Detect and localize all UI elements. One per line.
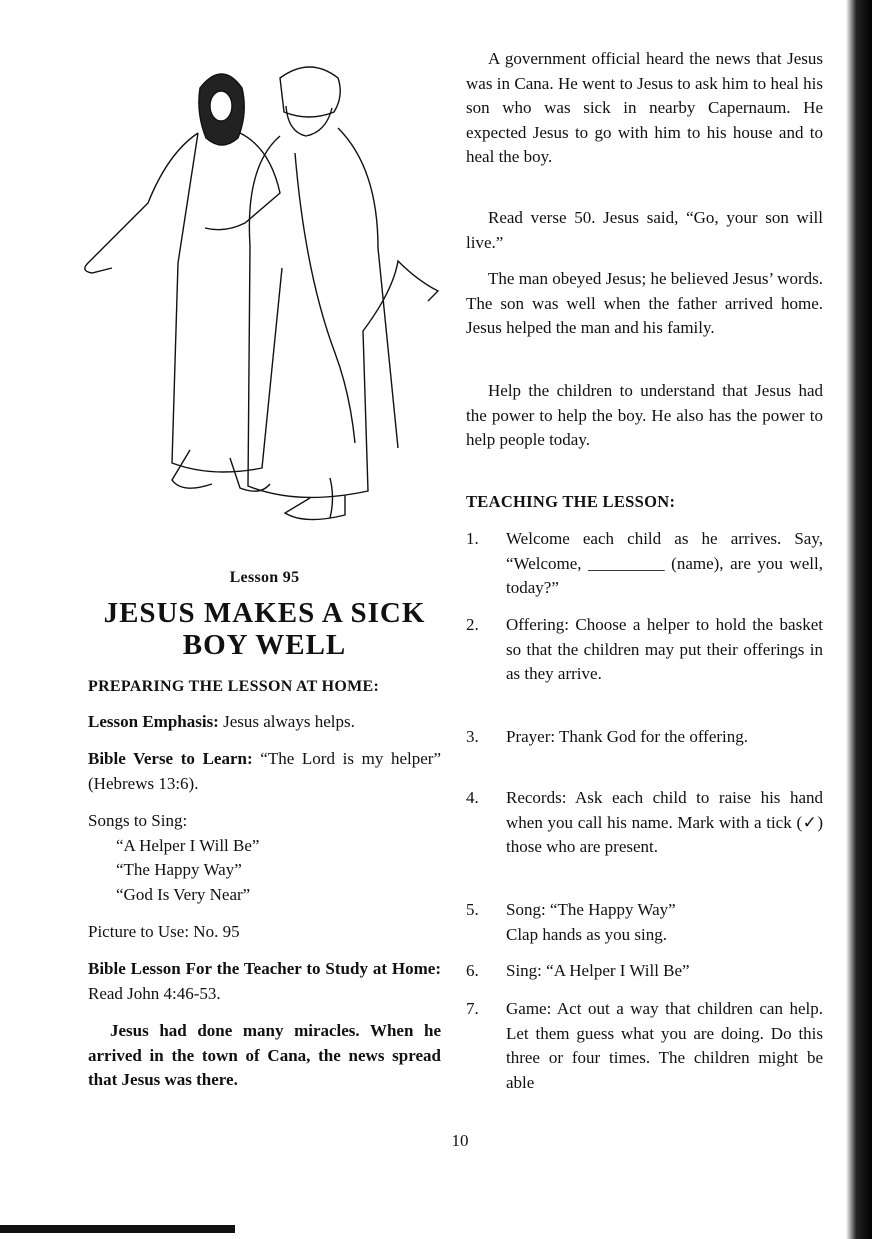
title-line-2: BOY WELL (182, 629, 347, 661)
emphasis-label: Lesson Emphasis: (88, 712, 219, 731)
step-text: Prayer: Thank God for the offering. (506, 727, 749, 746)
page-number: 10 (451, 1131, 469, 1150)
teaching-step (466, 786, 823, 860)
step-text: Welcome each child as he arrives. Say, “Welcome, _________ (name), are you well, today?” (506, 529, 823, 598)
title-line-1: JESUS MAKES A SICK (103, 597, 426, 629)
study-label: Bible Lesson For the Teacher to Study at Home: (88, 959, 441, 978)
scan-binding-edge (846, 0, 872, 1239)
picture-to-use: Picture to Use: No. 95 (88, 922, 240, 941)
story-paragraph: The man obeyed Jesus; he believed Jesus’ words. The son was well when the father arrived home. Jesus helped the man and his family. (466, 269, 823, 338)
story-paragraph: Help the children to understand that Jesus had the power to help the boy. He also has the power to help people today. (466, 381, 823, 450)
lesson-number: Lesson 95 (229, 569, 300, 586)
step-number: 7. (466, 999, 479, 1018)
teaching-step (466, 898, 823, 947)
song-item: “God Is Very Near” (116, 884, 251, 904)
story-paragraph: A government official heard the news that Jesus was in Cana. He went to Jesus to ask him to heal his son who was sick in nearby Capernaum. He expected Jesus to go with him to his house and to heal the boy. (466, 49, 823, 167)
story-paragraph: Read verse 50. Jesus said, “Go, your son will live.” (466, 208, 823, 252)
verse-text: “The Lord is my helper” (Hebrews 13:6). (88, 749, 441, 793)
step-text: Sing: “A Helper I Will Be” (506, 961, 690, 980)
step-text (506, 898, 823, 947)
intro-paragraph: Jesus had done many miracles. When he arrived in the town of Cana, the news spread that Jesus was there. (88, 1021, 441, 1090)
lesson-emphasis (88, 710, 441, 735)
verse-label: Bible Verse to Learn: (88, 749, 253, 768)
step-number: 3. (466, 727, 479, 746)
step-number: 4. (466, 788, 479, 807)
step-text: Game: Act out a way that children can help. Let them guess what you are doing. Do this three or four times. The children might be able (506, 999, 823, 1092)
step-number: 6. (466, 961, 479, 980)
teaching-step (466, 725, 823, 750)
teaching-step (466, 997, 823, 1095)
teaching-step (466, 613, 823, 687)
emphasis-text: Jesus always helps. (218, 712, 355, 731)
teaching-step (466, 959, 823, 984)
step-text: Offering: Choose a helper to hold the basket so that the children may put their offerings in as they arrive. (506, 615, 823, 684)
step-number: 1. (466, 529, 479, 548)
jesus-and-official-illustration (80, 58, 445, 533)
step-text-line: Song: “The Happy Way” (506, 900, 676, 919)
step-text: Records: Ask each child to raise his hand when you call his name. Mark with a tick (✓) those who are present. (506, 788, 823, 857)
teaching-step (466, 527, 823, 601)
step-number: 2. (466, 615, 479, 634)
scan-artifact-bar (0, 1225, 235, 1233)
study-instructions (88, 957, 441, 1006)
songs-section (88, 809, 441, 907)
song-item: “The Happy Way” (116, 860, 242, 880)
teaching-heading: TEACHING THE LESSON: (466, 492, 676, 511)
lesson-title (88, 597, 441, 661)
bible-verse (88, 747, 441, 796)
songs-label: Songs to Sing: (88, 811, 188, 830)
preparing-heading: PREPARING THE LESSON AT HOME: (88, 678, 380, 695)
step-text-line: Clap hands as you sing. (506, 924, 668, 944)
song-item: “A Helper I Will Be” (116, 835, 260, 855)
step-number: 5. (466, 900, 479, 919)
study-text: Read John 4:46-53. (88, 983, 221, 1003)
